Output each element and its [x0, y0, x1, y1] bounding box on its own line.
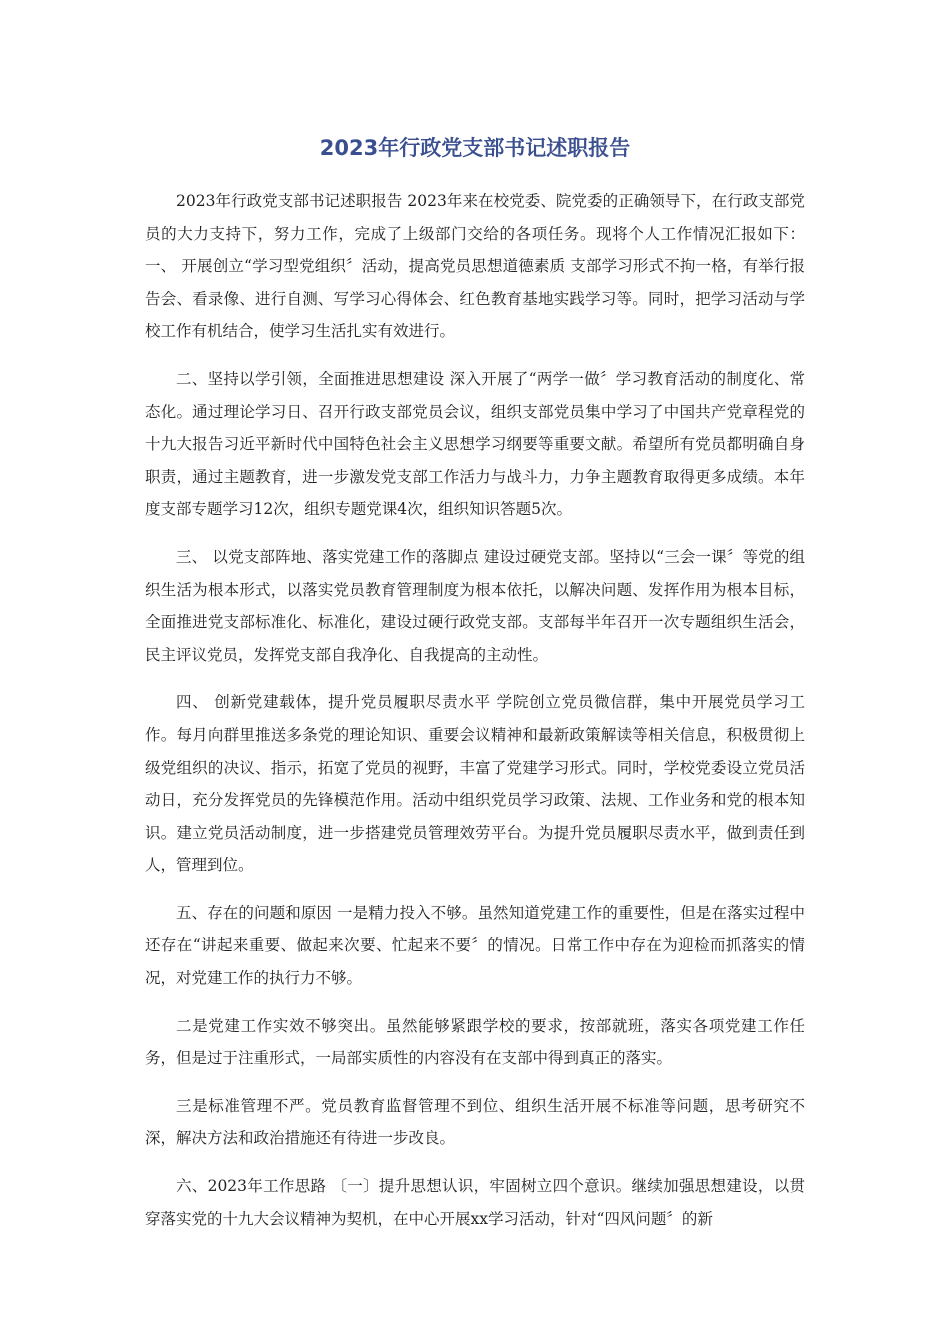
document-body — [145, 185, 805, 1250]
paragraph-4: 四、 创新党建载体，提升党员履职尽责水平 学院创立党员微信群，集中开展党员学习工作。每月向群里推送多条党的理论知识、重要会议精神和最新政策解读等相关信息，积极贯彻上级党组织的决议、指示，拓宽了党员的视野，丰富了党建学习形式。同时，学校党委设立党员活动日，充分发挥党员的先锋模范作用。活动中组织党员学习政策、法规、工作业务和党的根本知识。建立党员活动制度，进一步搭建党员管理效劳平台。为提升党员履职尽责水平，做到责任到人，管理到位。 — [145, 693, 805, 875]
paragraph-3: 三、 以党支部阵地、落实党建工作的落脚点 建设过硬党支部。坚持以“三会一课〞等党的组织生活为根本形式，以落实党员教育管理制度为根本依托，以解决问题、发挥作用为根本目标，全面推进党支部标准化、标准化，建设过硬行政党支部。支部每半年召开一次专题组织生活会，民主评议党员，发挥党支部自我净化、自我提高的主动性。 — [145, 547, 805, 664]
paragraph-6: 二是党建工作实效不够突出。虽然能够紧跟学校的要求，按部就班，落实各项党建工作任务，但是过于注重形式，一局部实质性的内容没有在支部中得到真正的落实。 — [145, 1016, 805, 1068]
paragraph-1: 2023年行政党支部书记述职报告 2023年来在校党委、院党委的正确领导下，在行政支部党员的大力支持下，努力工作，完成了上级部门交给的各项任务。现将个人工作情况汇报如下：一、 开展创立“学习型党组织〞活动，提高党员思想道德素质 支部学习形式不拘一格，有举行报告会、看录像、进行自测、写学习心得体会、红色教育基地实践学习等。同时，把学习活动与学校工作有机结合，使学习生活扎实有效进行。 — [145, 192, 805, 341]
paragraph-5: 五、存在的问题和原因 一是精力投入不够。虽然知道党建工作的重要性，但是在落实过程中还存在“讲起来重要、做起来次要、忙起来不要〞的情况。日常工作中存在为迎检而抓落实的情况，对党建工作的执行力不够。 — [145, 903, 805, 988]
paragraph-7: 三是标准管理不严。党员教育监督管理不到位、组织生活开展不标准等问题，思考研究不深，解决方法和政治措施还有待进一步改良。 — [145, 1096, 805, 1148]
paragraph-2: 二、坚持以学引领，全面推进思想建设 深入开展了“两学一做〞学习教育活动的制度化、常态化。通过理论学习日、召开行政支部党员会议，组织支部党员集中学习了中国共产党章程党的十九大报告习近平新时代中国特色社会主义思想学习纲要等重要文献。希望所有党员都明确自身职责，通过主题教育，进一步激发党支部工作活力与战斗力，力争主题教育取得更多成绩。本年度支部专题学习12次，组织专题党课4次，组织知识答题5次。 — [145, 369, 805, 519]
document-title: 2023年行政党支部书记述职报告 — [319, 136, 631, 160]
paragraph-8: 六、2023年工作思路 〔一〕提升思想认识，牢固树立四个意识。继续加强思想建设，以贯穿落实党的十九大会议精神为契机，在中心开展xx学习活动，针对“四风问题〞的新 — [145, 1177, 805, 1228]
